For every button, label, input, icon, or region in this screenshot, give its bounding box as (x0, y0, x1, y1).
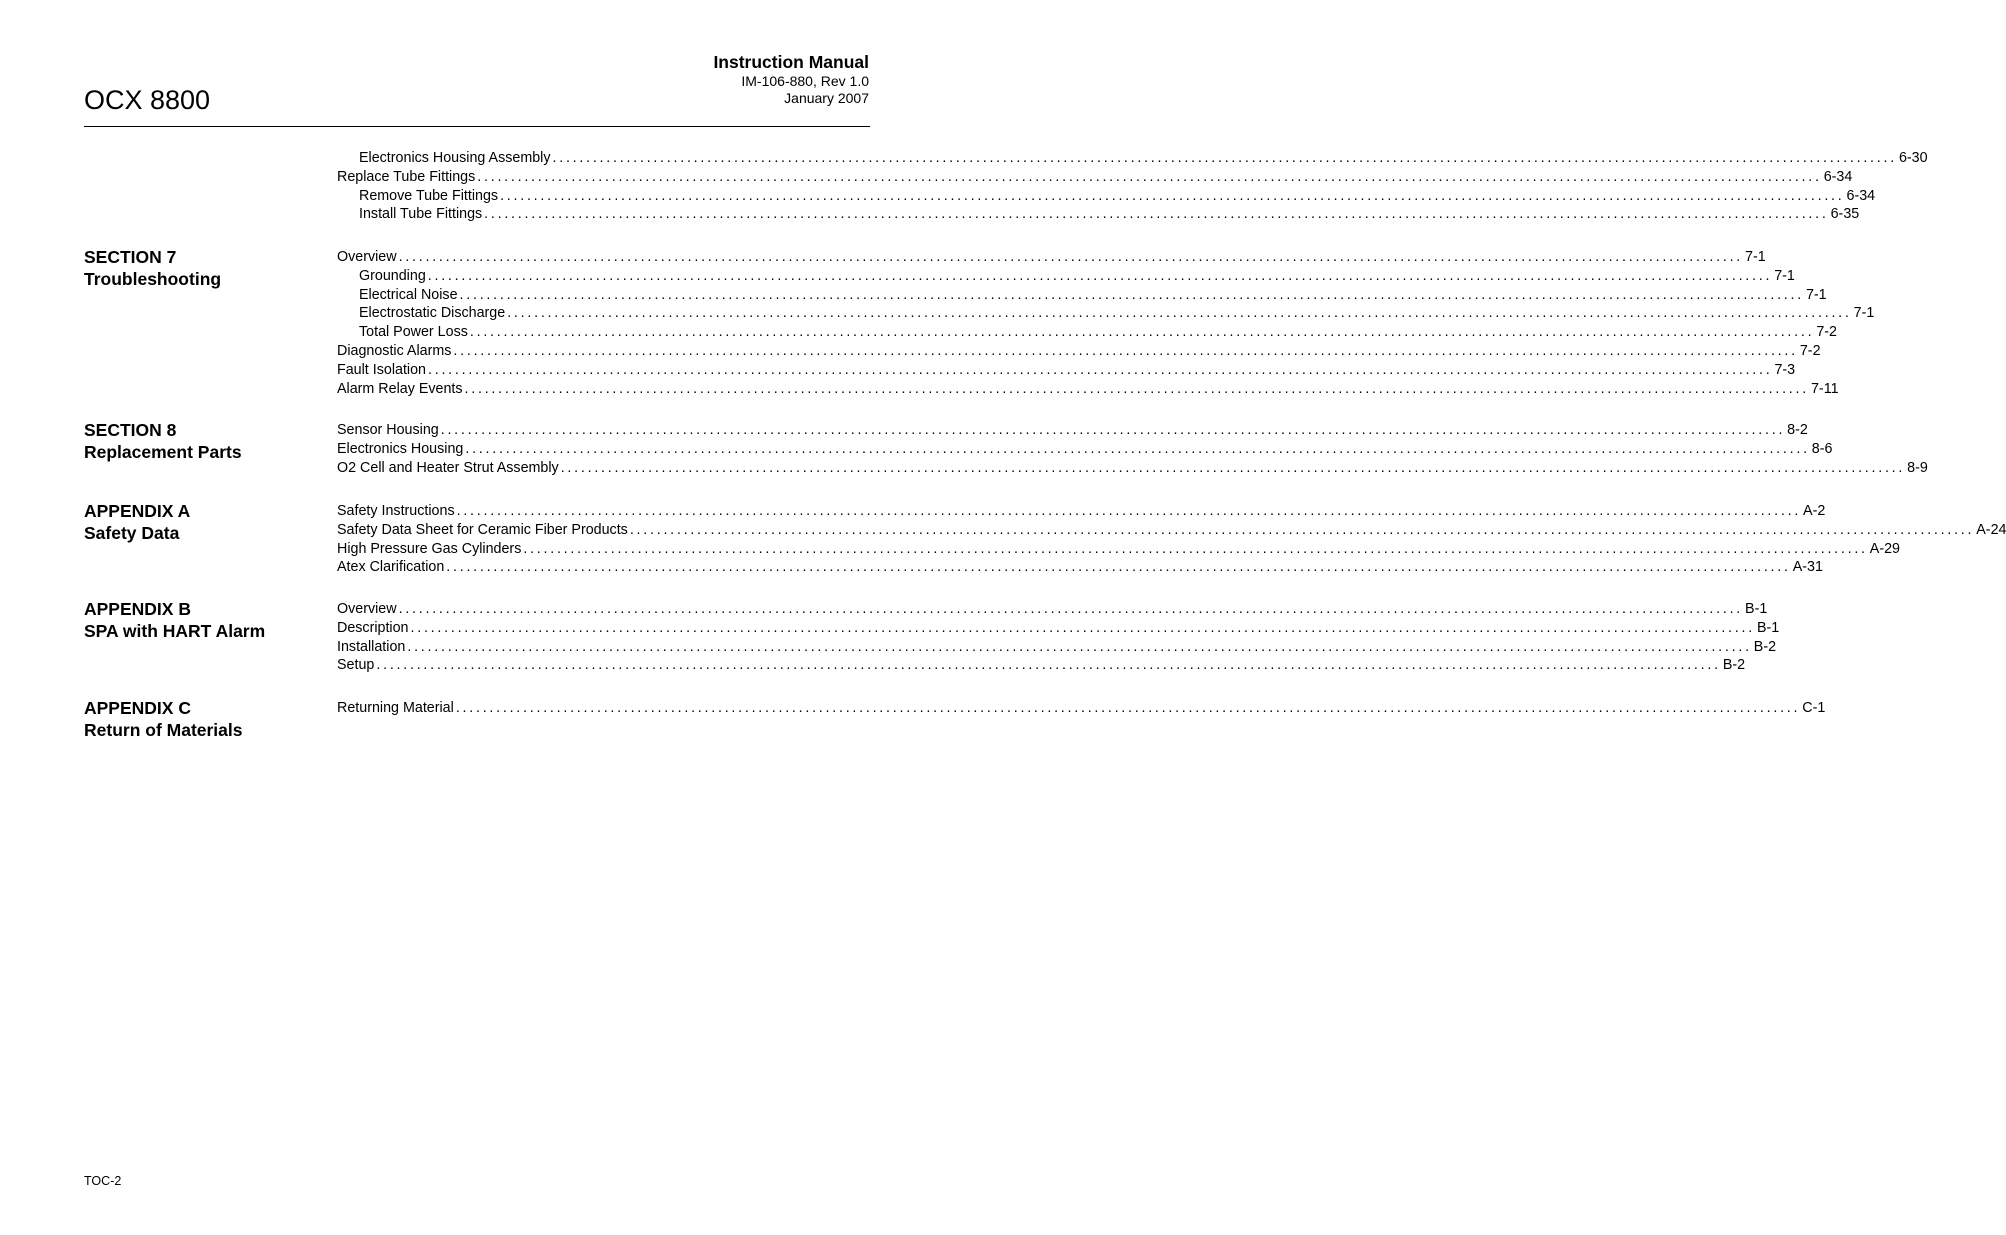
section-number: SECTION 8 (84, 420, 177, 440)
toc-entry-page: 7-1 (1853, 305, 1875, 322)
toc-entry[interactable] (337, 600, 1768, 619)
section-number: SECTION 7 (84, 247, 177, 267)
section-number: APPENDIX A (84, 501, 191, 521)
dot-leader: ........................................................................................................................................................................................................ (560, 459, 1906, 476)
toc-entry[interactable] (337, 502, 1826, 521)
toc-entry-page: A-29 (1869, 540, 1900, 557)
section-title: Replacement Parts (84, 442, 242, 462)
dot-leader: ........................................................................................................................................................................................................ (455, 700, 1801, 716)
toc-entries (337, 600, 1780, 675)
toc-entry[interactable] (337, 521, 2006, 540)
dot-leader: ........................................................................................................................................................................................................ (446, 559, 1791, 576)
toc-entry-label: Diagnostic Alarms (337, 342, 452, 359)
toc-entry-page: B-2 (1722, 657, 1746, 674)
dot-leader: ........................................................................................................................................................................................................ (523, 540, 1868, 557)
toc-entry[interactable] (337, 619, 1780, 638)
dot-leader: ........................................................................................................................................................................................................ (469, 324, 1815, 341)
header-divider (84, 126, 870, 127)
toc-entry-page: 8-9 (1907, 459, 1928, 476)
dot-leader: ........................................................................................................................................................................................................ (477, 168, 1822, 185)
section-heading (84, 246, 324, 290)
toc-entry-page: 6-35 (1830, 206, 1860, 223)
toc-entry-label: Overview (337, 601, 397, 617)
toc-entry-label: Installation (337, 638, 406, 655)
section-title: Troubleshooting (84, 269, 222, 289)
toc-entry-page: B-1 (1745, 601, 1768, 617)
toc-entry-label: Electrostatic Discharge (359, 305, 506, 322)
toc-entry-page: B-2 (1753, 638, 1777, 655)
section-heading (84, 697, 324, 741)
toc-entry-label: Safety Instructions (337, 503, 455, 519)
dot-leader: ........................................................................................................................................................................................................ (459, 286, 1804, 303)
dot-leader: ........................................................................................................................................................................................................ (407, 638, 1752, 655)
toc-entry[interactable] (337, 440, 1833, 459)
dot-leader: ........................................................................................................................................................................................................ (427, 267, 1773, 284)
toc-entries (337, 149, 1928, 224)
toc-entry-label: Returning Material (337, 700, 454, 716)
toc-entry-label: O2 Cell and Heater Strut Assembly (337, 459, 559, 476)
toc-entries (337, 502, 2006, 577)
manual-title: Instruction Manual (713, 52, 869, 72)
dot-leader: ........................................................................................................................................................................................................ (440, 422, 1786, 438)
dot-leader: ........................................................................................................................................................................................................ (552, 150, 1897, 166)
document-date: January 2007 (784, 90, 869, 106)
toc-entry-page: C-1 (1802, 700, 1826, 716)
toc-entry[interactable] (337, 323, 1837, 342)
toc-entry[interactable] (337, 149, 1928, 168)
dot-leader: ........................................................................................................................................................................................................ (465, 440, 1810, 457)
toc-entry-label: Electrical Noise (359, 286, 458, 303)
toc-entry-label: Fault Isolation (337, 361, 427, 378)
toc-entry[interactable] (337, 540, 1900, 559)
toc-entry-page: 6-34 (1823, 168, 1853, 185)
toc-entry-page: 6-30 (1898, 150, 1928, 166)
toc-entry[interactable] (337, 638, 1777, 657)
dot-leader: ........................................................................................................................................................................................................ (456, 503, 1802, 519)
toc-entry[interactable] (337, 421, 1808, 440)
toc-entry-label: Atex Clarification (337, 559, 445, 576)
page-number: TOC-2 (84, 1174, 122, 1188)
toc-entry-label: Install Tube Fittings (359, 206, 483, 223)
toc-entry[interactable] (337, 304, 1875, 323)
toc-entry-page: 7-1 (1805, 286, 1827, 303)
dot-leader: ........................................................................................................................................................................................................ (376, 657, 1721, 674)
toc-entry-page: 7-2 (1799, 342, 1821, 359)
toc-entry-label: Grounding (359, 267, 426, 284)
toc-entry-label: Electronics Housing Assembly (359, 150, 551, 166)
toc-entry[interactable] (337, 168, 1853, 187)
section-heading (84, 500, 324, 544)
toc-entry-page: 7-11 (1810, 380, 1839, 397)
toc-entry-label: High Pressure Gas Cylinders (337, 540, 522, 557)
toc-entry-label: Safety Data Sheet for Ceramic Fiber Products (337, 521, 628, 538)
toc-entry[interactable] (337, 656, 1746, 675)
toc-entry-label: Electronics Housing (337, 440, 464, 457)
dot-leader: ........................................................................................................................................................................................................ (507, 305, 1852, 322)
toc-entry-page: A-24 (1976, 521, 2006, 538)
dot-leader: ........................................................................................................................................................................................................ (464, 380, 1809, 397)
toc-entry[interactable] (337, 267, 1795, 286)
dot-leader: ........................................................................................................................................................................................................ (500, 187, 1845, 204)
dot-leader: ........................................................................................................................................................................................................ (398, 601, 1744, 617)
dot-leader: ........................................................................................................................................................................................................ (428, 361, 1773, 378)
toc-entry-page: 7-1 (1745, 249, 1766, 265)
dot-leader: ........................................................................................................................................................................................................ (484, 206, 1829, 223)
toc-entry-label: Setup (337, 657, 375, 674)
toc-entry-label: Total Power Loss (359, 324, 468, 341)
toc-entries (337, 248, 1875, 398)
dot-leader: ........................................................................................................................................................................................................ (453, 342, 1798, 359)
document-meta (713, 51, 869, 107)
dot-leader: ........................................................................................................................................................................................................ (398, 249, 1744, 265)
product-title: OCX 8800 (84, 85, 211, 115)
toc-entry[interactable] (337, 459, 1928, 478)
toc-entry-label: Alarm Relay Events (337, 380, 463, 397)
toc-entry-page: 7-1 (1774, 267, 1795, 284)
toc-entry[interactable] (337, 558, 1823, 577)
toc-entry-page: A-2 (1803, 503, 1826, 519)
toc-entry-page: 6-34 (1846, 187, 1876, 204)
toc-entry-page: 8-2 (1787, 422, 1808, 438)
toc-entry[interactable] (337, 286, 1827, 305)
toc-entry-page: 7-2 (1816, 324, 1837, 341)
toc-entry-page: 8-6 (1811, 440, 1833, 457)
toc-entry[interactable] (337, 342, 1821, 361)
section-title: Safety Data (84, 523, 180, 543)
dot-leader: ........................................................................................................................................................................................................ (410, 619, 1755, 636)
toc-entry[interactable] (337, 248, 1766, 267)
toc-entry-page: A-31 (1792, 559, 1823, 576)
toc-entry[interactable] (337, 699, 1826, 718)
toc-entry[interactable] (337, 361, 1796, 380)
section-title: SPA with HART Alarm (84, 621, 266, 641)
toc-entry-label: Sensor Housing (337, 422, 439, 438)
toc-entry-label: Description (337, 619, 409, 636)
toc-entries (337, 421, 1928, 477)
section-number: APPENDIX C (84, 698, 191, 718)
section-title: Return of Materials (84, 720, 243, 740)
section-number: APPENDIX B (84, 599, 191, 619)
toc-entries (337, 699, 1826, 718)
section-heading (84, 598, 324, 642)
toc-entry-label: Overview (337, 249, 397, 265)
toc-entry-label: Replace Tube Fittings (337, 168, 476, 185)
toc-entry[interactable] (337, 187, 1876, 206)
toc-entry-page: B-1 (1756, 619, 1780, 636)
toc-entry[interactable] (337, 380, 1839, 399)
toc-entry[interactable] (337, 205, 1860, 224)
dot-leader: ........................................................................................................................................................................................................ (629, 521, 1975, 538)
section-heading (84, 419, 324, 463)
toc-entry-page: 7-3 (1774, 361, 1796, 378)
toc-entry-label: Remove Tube Fittings (359, 187, 499, 204)
document-number: IM-106-880, Rev 1.0 (741, 73, 869, 89)
